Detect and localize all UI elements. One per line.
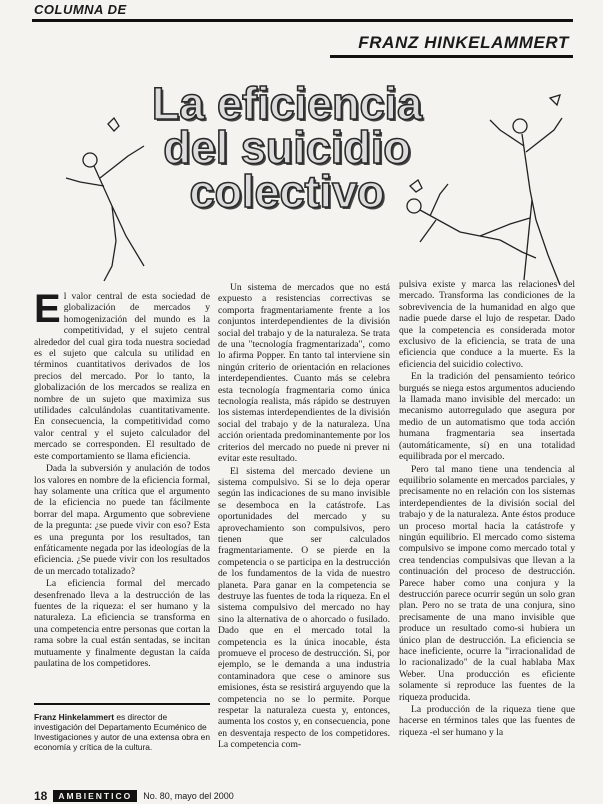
author-bio — [34, 712, 214, 752]
drop-cap: E — [34, 287, 61, 331]
lying-figure-illustration — [390, 170, 540, 270]
issue-info: No. 80, mayo del 2000 — [143, 791, 234, 801]
dropped-object-icon — [108, 118, 119, 131]
title-line-2: del suicidio — [163, 122, 411, 173]
author-rule — [330, 55, 573, 58]
paragraph: La producción de la riqueza tiene que hacerse en términos tales que las fuentes de riqueza -el ser humano y la — [399, 704, 575, 738]
paragraph: Dada la subversión y anulación de todos los valores en nombre de la eficiencia formal, hay solamente una crítica que el argumento de la eficiencia no puede tan fácilmente borrar del mapa. Argumento que sobreviene de la pregunta: ¿se puede vivir con eso? Esta es una pregunta por los resultados, tan enfáticamente negada por las ideologías de la eficiencia. ¿Se puede vivir con los resultados de un mercado totalizado? — [34, 463, 210, 577]
page-footer — [34, 789, 234, 803]
paragraph: El sistema del mercado deviene un sistema compulsivo. Si se lo deja operar según las indicaciones de su mano invisible se desemboca en la catástrofe. Las oportunidades del mercado y su aprovechamiento son compulsivos, pero tienen que ser calculados fragmentariamente. O se pierde en la competencia o se participa en la destrucción de los fundamentos de la vida de nuestro planeta. Para ganar en la competencia se destruye las fuentes de toda la riqueza. En el sistema compulsivo del mercado no hay sino la alternativa de o ahorcado o fusilado. Dado que en el mercado total la competencia es la única inocable, ésta promueve el proceso de destrucción. Si, por ejemplo, se le demanda a una industria contaminadora que cese o aminore sus emisiones, ésta se resistirá arguyendo que la competencia no se lo permite. Porque respetar la naturaleza cuesta y, entonces, aumenta los costos y, en consecuencia, pone en desventaja respecto de los competidores. La competencia com- — [218, 465, 390, 751]
bio-rule — [34, 703, 210, 705]
bio-author-name: Franz Hinkelammert — [34, 712, 115, 722]
page-number: 18 — [34, 789, 48, 803]
title-line-1: La eficiencia — [151, 78, 423, 129]
column-label: COLUMNA DE — [34, 2, 127, 17]
paragraph: Pero tal mano tiene una tendencia al equilibrio solamente en mercados parciales, y precisamente no en relación con los sistemas interdependientes de la división social del trabajo y de la naturaleza. Ante éstos produce un proceso mortal hacia la catástrofe y ningún equilibrio. El mercado como sistema compulsivo se impone como mercado total y crea tendencias compulsivas que llevan a la continuación del proceso de destrucción. Parece haber como una conjura y la destrucción parece ocurrir según un solo gran plan. Pero no se trata de una conjura, sino precisamente de una mano invisible que produce un resultado como-si hubiera un único plan de destrucción. La eficiencia se hace ineficiente, ocurre la "irracionalidad de lo racionalizado" de la cual hablaba Max Weber. Una producción es eficiente solamente si reproduce las fuentes de la riqueza producida. — [399, 463, 575, 703]
magazine-logo: AMBIENTICO — [53, 790, 137, 802]
article-column-2 — [218, 282, 390, 751]
paragraph: pulsiva existe y marca las relaciones del mercado. Transforma las condiciones de la sobrevivencia de la humanidad en algo que nadie puede darse el lujo de respetar. Dado que la competencia es considerada motor exclusivo de la eficiencia, se trata de una eficiencia que conduce a la muerte. Es la eficiencia del suicidio colectivo. — [399, 279, 575, 370]
article-column-3 — [399, 279, 575, 738]
article-column-1 — [34, 287, 210, 669]
paragraph: Un sistema de mercados que no está expuesto a resistencias correctivas se comporta fragmentariamente frente a los conjuntos interdependientes de la división social del trabajo y de la naturaleza. Se trata de una "tecnología fragmentarizada", como lo afirma Popper. En tanto tal interviene sin ningún criterio de orientación en relaciones interdependientes. Cuanto más se celebra esta tecnología fragmentaria como única tecnología realista, más rápido se destruyen los sistemas interdependientes de la división social del trabajo y de la naturaleza. Una acción orientada predominantemente por los criterios del mercado no puede ni prever ni evitar este resultado. — [218, 282, 390, 465]
bio-text: es director de investigación del Departamento Ecuménico de Investigaciones y autor de una extensa obra en economía y crítica de la cultura. — [34, 712, 210, 752]
top-rule — [32, 19, 573, 22]
author-heading: FRANZ HINKELAMMERT — [358, 33, 569, 52]
paragraph: El valor central de esta sociedad de globalización de mercados y homogenización del mundo es la competitividad, y el sujeto central alrededor del cual gira toda nuestra sociedad es el sujeto que calcula su utilidad en términos cuantitativos derivados de los precios del mercado. Por lo tanto, la globalización de los mercados se realiza en nombre de un sujeto que maximiza sus utilidades calculándolas cuantitativamente. En consecuencia, la competitividad como valor central y el sujeto calculador del mercado se corresponden. El resultado de este comportamiento se llama eficiencia. — [34, 287, 210, 462]
falling-figure-left-illustration — [56, 116, 166, 286]
paragraph: En la tradición del pensamiento teórico burgués se niega estos argumentos aduciendo la llamada mano invisible del mercado: un mecanismo autorregulado que asegura por medio de un automatismo que toda acción humana fragmentaria sea insertada (automáticamente, sí) en una totalidad equilibrada por el mercado. — [399, 371, 575, 463]
flying-object-icon — [550, 95, 560, 105]
fallen-object-icon — [410, 180, 422, 192]
paragraph: La eficiencia formal del mercado desenfrenado lleva a la destrucción de las fuentes de la riqueza: el ser humano y la naturaleza. La eficiencia se transforma en una competencia entre personas que cortan la rama sobre la cual están sentadas, se incitan mutuamente y finalmente degustan la caída paulatina de los competidores. — [34, 578, 210, 669]
title-line-3: colectivo — [189, 166, 385, 217]
